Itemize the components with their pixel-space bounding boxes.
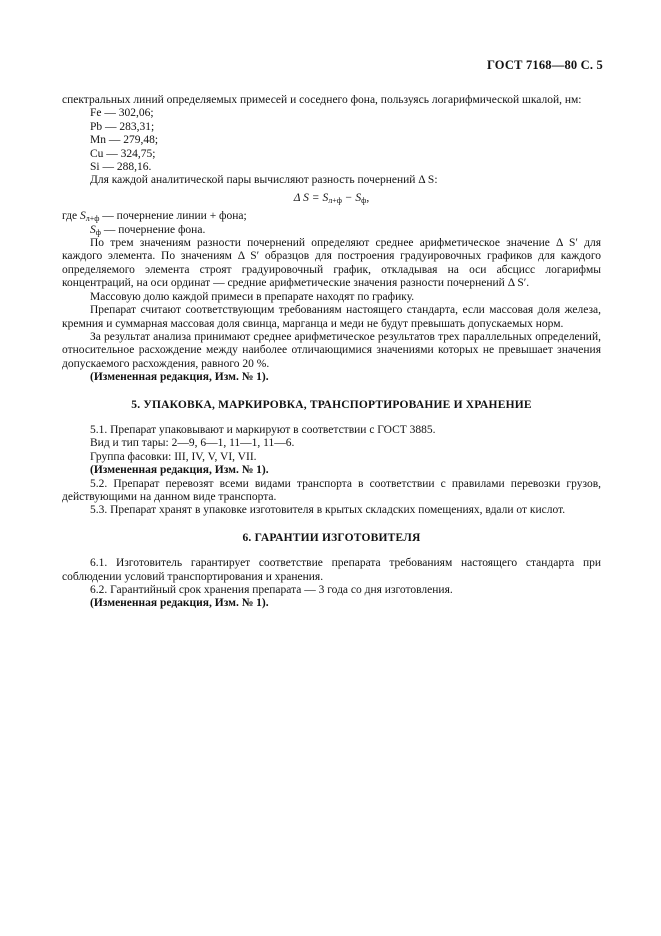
def1-var: S bbox=[79, 210, 86, 223]
paragraph-result: За результат анализа принимают среднее арифметическое результатов трех параллельных определений, относительное расхождение между наиболее отличающимися значениями которых не превышает значения допускаемого расхождения, равного 20 %. bbox=[62, 330, 601, 370]
where-label: где bbox=[62, 210, 80, 223]
analytic-pair-text: Для каждой аналитической пары вычисляют разность почернений Δ S: bbox=[90, 174, 438, 187]
revision-note: (Измененная редакция, Изм. № 1). bbox=[90, 597, 269, 610]
formula-sub-line-background: л+ф bbox=[328, 195, 342, 205]
intro-paragraph: спектральных линий определяемых примесей и соседнего фона, пользуясь логарифмической шкалой, нм: bbox=[62, 94, 582, 106]
formula bbox=[62, 192, 601, 205]
list-item: Pb — 283,31; bbox=[90, 120, 155, 133]
formula-mid: − S bbox=[341, 191, 362, 204]
formula-lhs: Δ S = S bbox=[293, 191, 329, 204]
clause-5-3: 5.3. Препарат хранят в упаковке изготовителя в крытых складских помещениях, вдали от кислот. bbox=[90, 504, 566, 517]
revision-note: (Измененная редакция, Изм. № 1). bbox=[90, 464, 269, 477]
formula-end: , bbox=[366, 191, 370, 204]
def2-text: — почернение фона. bbox=[100, 223, 206, 236]
clause-6-1: 6.1. Изготовитель гарантирует соответствие препарата требованиям настоящего стандарта при соблюдении условий транспортирования и хранения. bbox=[62, 557, 601, 583]
section-5-title: 5. УПАКОВКА, МАРКИРОВКА, ТРАНСПОРТИРОВАНИЕ И ХРАНЕНИЕ bbox=[131, 398, 532, 411]
clause-5-2: 5.2. Препарат перевозят всеми видами транспорта в соответствии с правилами перевозки грузов, действующими на данном виде транспорта. bbox=[62, 477, 601, 503]
list-item: Cu — 324,75; bbox=[90, 147, 156, 160]
paragraph-mass-fraction: Массовую долю каждой примеси в препарате находят по графику. bbox=[90, 290, 415, 303]
def1-sub: л+ф bbox=[85, 214, 100, 224]
document-body bbox=[62, 94, 601, 611]
wavelength-list bbox=[90, 107, 601, 174]
list-item: Fe — 302,06; bbox=[90, 107, 154, 120]
definition-line-background bbox=[62, 210, 601, 223]
definition-background bbox=[90, 224, 601, 237]
paragraph-compliance: Препарат считают соответствующим требованиям настоящего стандарта, если массовая доля железа, кремния и суммарная массовая доля свинца, марганца и меди не будут превышать допускаемых норм. bbox=[62, 304, 601, 330]
tara-types: Вид и тип тары: 2—9, 6—1, 11—1, 11—6. bbox=[90, 437, 295, 450]
paragraph-mean-value: По трем значениям разности почернений определяют среднее арифметическое значение Δ S′ для каждого элемента. По значениям Δ S′ образцов для построения градуировочных графиков для каждого определяемого элемента строят градуировочный график, откладывая на оси абсцисс логарифмы концентраций, на оси ординат — средние арифметические значения разности почернений Δ S′. bbox=[62, 237, 601, 290]
list-item: Si — 288,16. bbox=[90, 161, 152, 174]
packing-group: Группа фасовки: III, IV, V, VI, VII. bbox=[90, 450, 257, 463]
list-item: Mn — 279,48; bbox=[90, 134, 159, 147]
formula-sub-background: ф bbox=[361, 195, 367, 205]
def2-var: S bbox=[90, 223, 96, 236]
clause-5-1: 5.1. Препарат упаковывают и маркируют в соответствии с ГОСТ 3885. bbox=[90, 423, 436, 436]
section-6-title: 6. ГАРАНТИИ ИЗГОТОВИТЕЛЯ bbox=[242, 531, 421, 544]
revision-note: (Измененная редакция, Изм. № 1). bbox=[90, 371, 269, 384]
def2-sub: ф bbox=[95, 227, 101, 237]
clause-6-2: 6.2. Гарантийный срок хранения препарата — 3 года со дня изготовления. bbox=[90, 584, 453, 596]
def1-text: — почернение линии + фона; bbox=[99, 210, 247, 223]
page-header: ГОСТ 7168—80 С. 5 bbox=[486, 58, 603, 72]
